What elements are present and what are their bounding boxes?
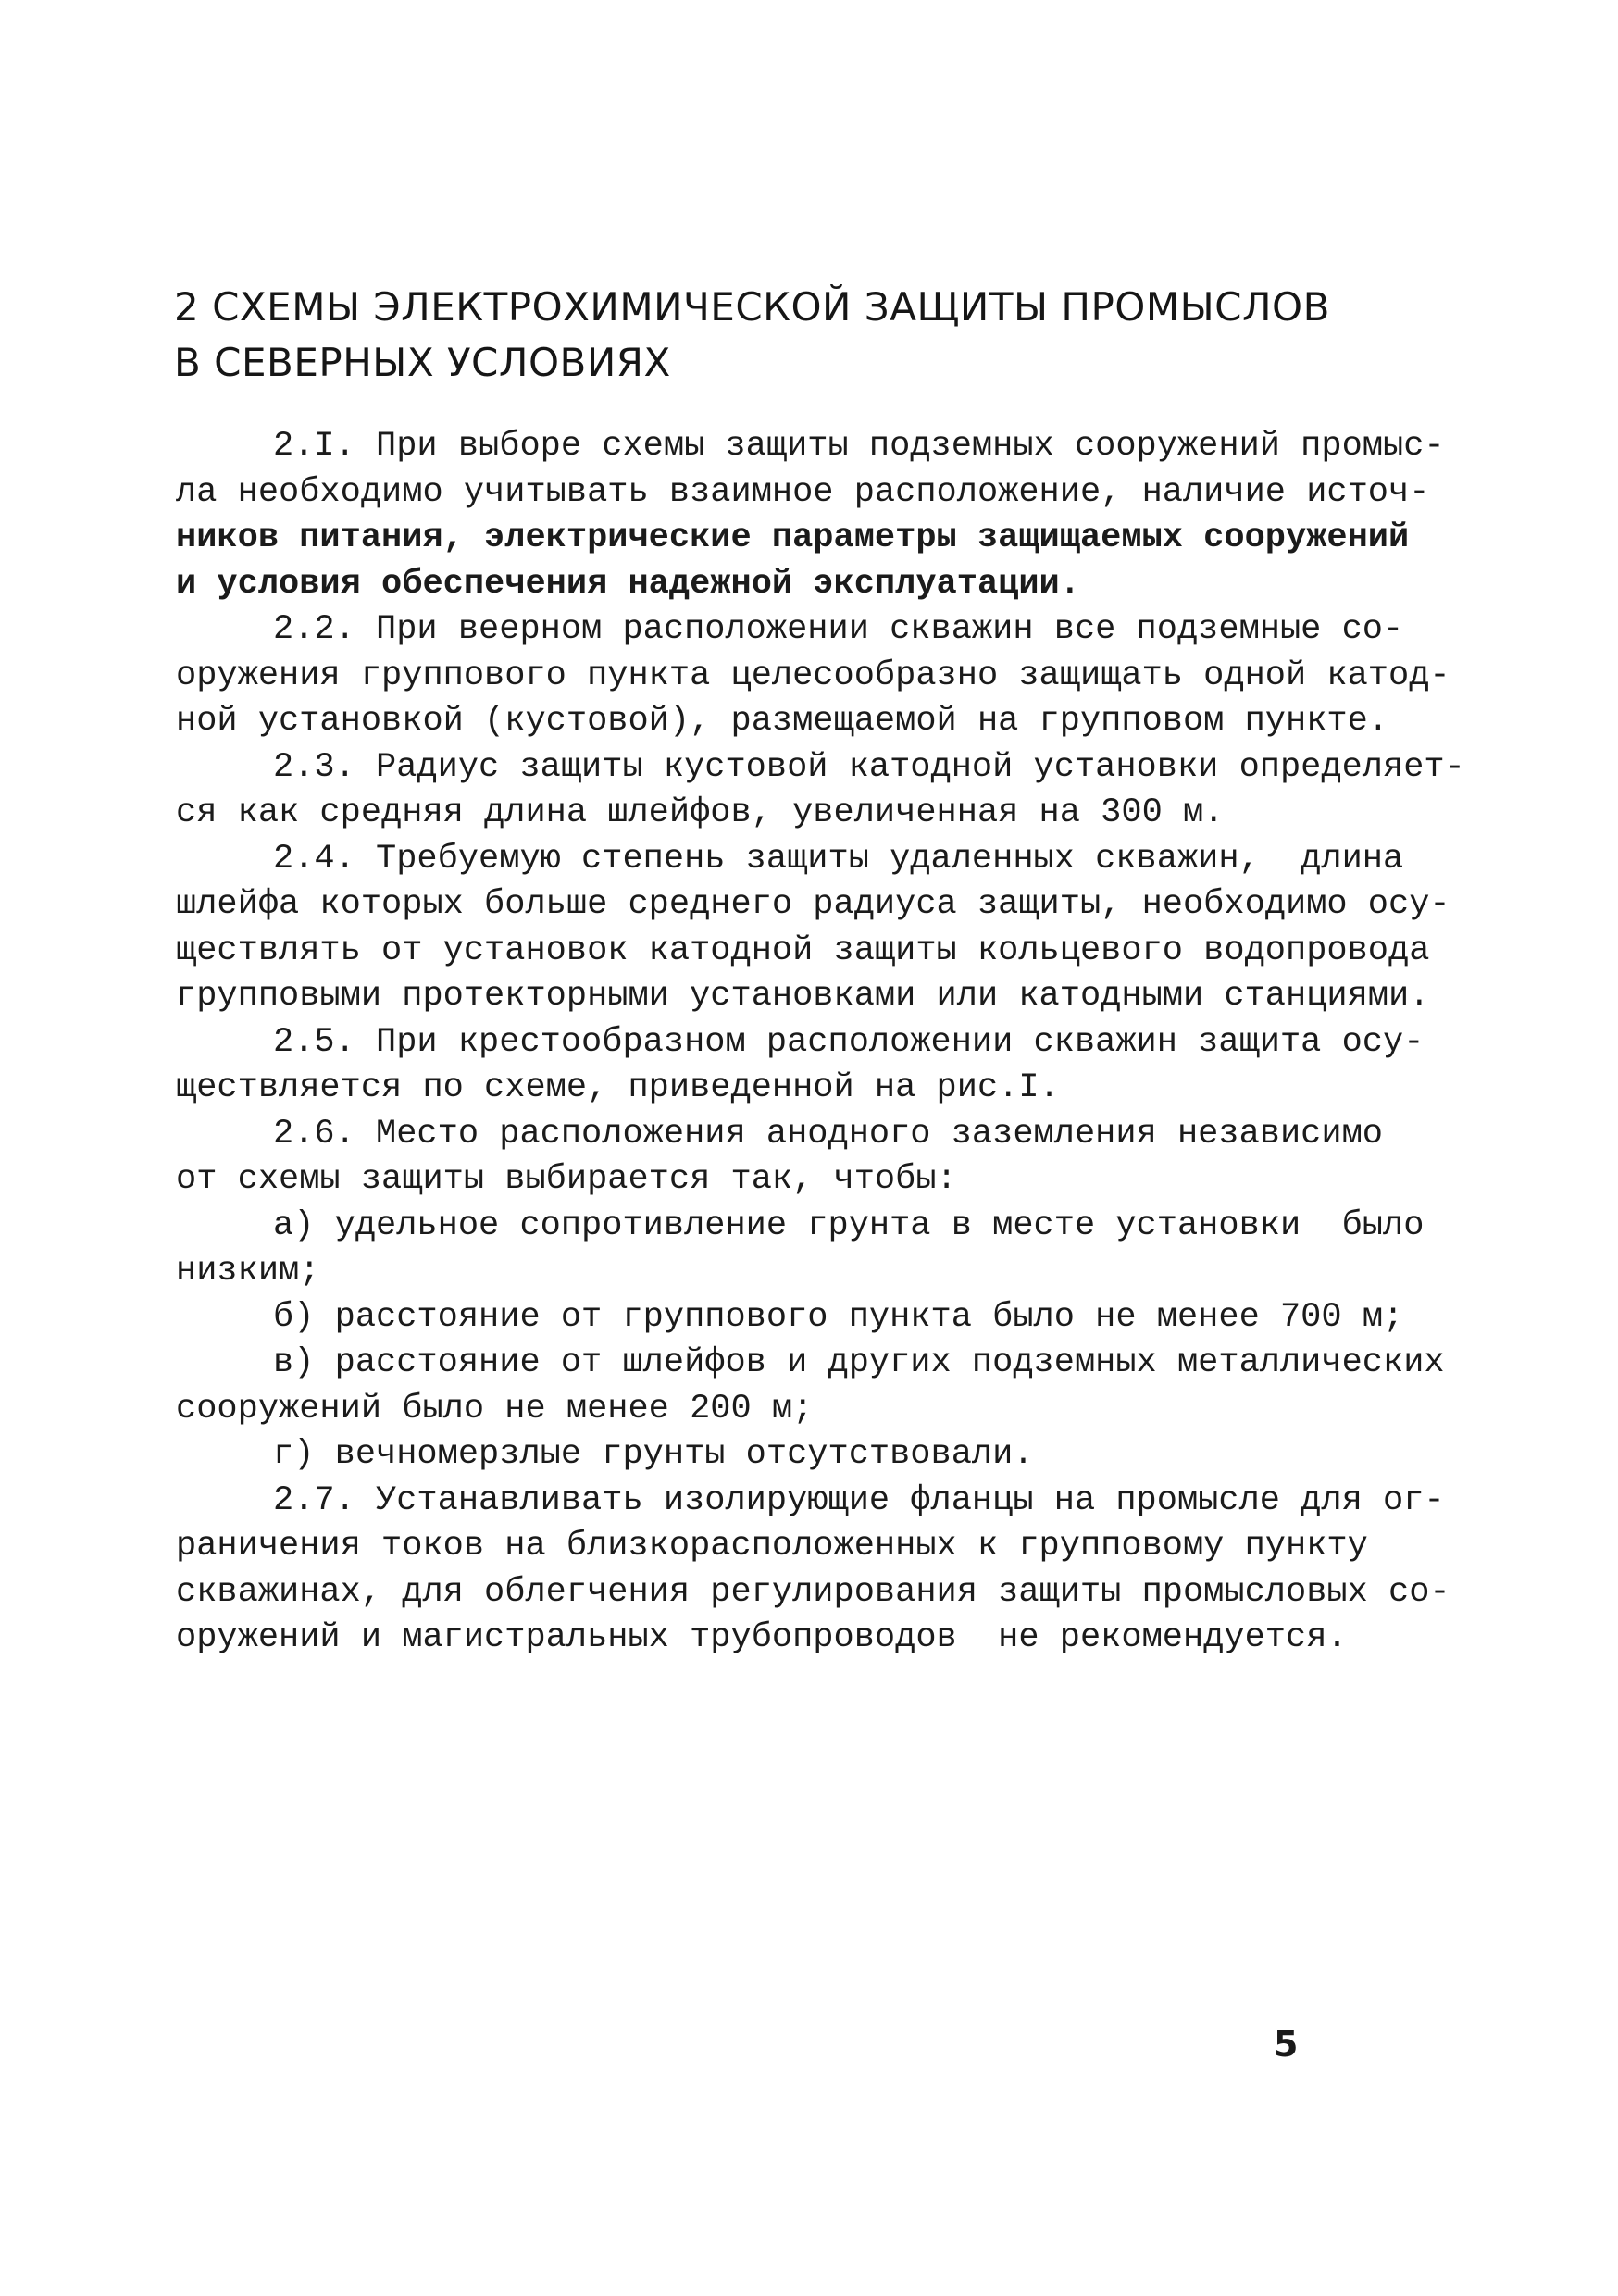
text-line: групповыми протекторными установками или катодными станциями.: [176, 977, 1430, 1016]
text-line: и условия обеспечения надежной эксплуатации.: [176, 564, 1080, 604]
section-heading-line-1: 2 СХЕМЫ ЭЛЕКТРОХИМИЧЕСКОЙ ЗАЩИТЫ ПРОМЫСЛОВ: [174, 284, 1330, 330]
text-line: 2.7. Устанавливать изолирующие фланцы на промысле для ог-: [273, 1480, 1445, 1520]
text-line: ся как средняя длина шлейфов, увеличенная на 300 м.: [176, 793, 1225, 832]
text-line: в) расстояние от шлейфов и других подземных металлических: [273, 1343, 1445, 1382]
text-line: 2.5. При крестообразном расположении скважин защита осу-: [273, 1022, 1425, 1062]
text-line: оружений и магистральных трубопроводов не рекомендуется.: [176, 1618, 1348, 1657]
text-line: 2.2. При веерном расположении скважин все подземные со-: [273, 610, 1404, 649]
text-line: шлейфа которых больше среднего радиуса защиты, необходимо осу-: [176, 885, 1450, 924]
section-body: [176, 424, 1465, 1662]
section-heading-line-2: В СЕВЕРНЫХ УСЛОВИЯХ: [174, 340, 671, 385]
text-line: б) расстояние от группового пункта было не менее 700 м;: [273, 1297, 1404, 1337]
text-line: 2.4. Требуемую степень защиты удаленных скважин, длина: [273, 839, 1404, 879]
text-line: ществлять от установок катодной защиты кольцевого водопровода: [176, 930, 1430, 970]
page-number: 5: [1274, 2024, 1299, 2065]
text-line: раничения токов на близкорасположенных к групповому пункту: [176, 1527, 1368, 1566]
text-line: оружения группового пункта целесообразно защищать одной катод-: [176, 655, 1450, 695]
text-line: 2.3. Радиус защиты кустовой катодной установки определяет-: [273, 747, 1465, 787]
section-heading: [174, 280, 1377, 391]
text-line: низким;: [176, 1252, 320, 1291]
text-line: ла необходимо учитывать взаимное расположение, наличие источ-: [176, 472, 1430, 512]
text-line: г) вечномерзлые грунты отсутствовали.: [273, 1435, 1034, 1474]
text-line: 2.6. Место расположения анодного заземления независимо: [273, 1114, 1383, 1154]
text-line: ников питания, электрические параметры защищаемых сооружений: [176, 518, 1410, 557]
text-line: а) удельное сопротивление грунта в месте установки было: [273, 1205, 1425, 1245]
text-line: сооружений было не менее 200 м;: [176, 1389, 814, 1429]
text-line: скважинах, для облегчения регулирования защиты промысловых со-: [176, 1572, 1450, 1612]
text-line: 2.I. При выборе схемы защиты подземных сооружений промыс-: [273, 427, 1445, 466]
text-line: ществляется по схеме, приведенной на рис.I.: [176, 1068, 1060, 1107]
text-line: ной установкой (кустовой), размещаемой на групповом пункте.: [176, 702, 1389, 741]
text-line: от схемы защиты выбирается так, чтобы:: [176, 1160, 957, 1199]
